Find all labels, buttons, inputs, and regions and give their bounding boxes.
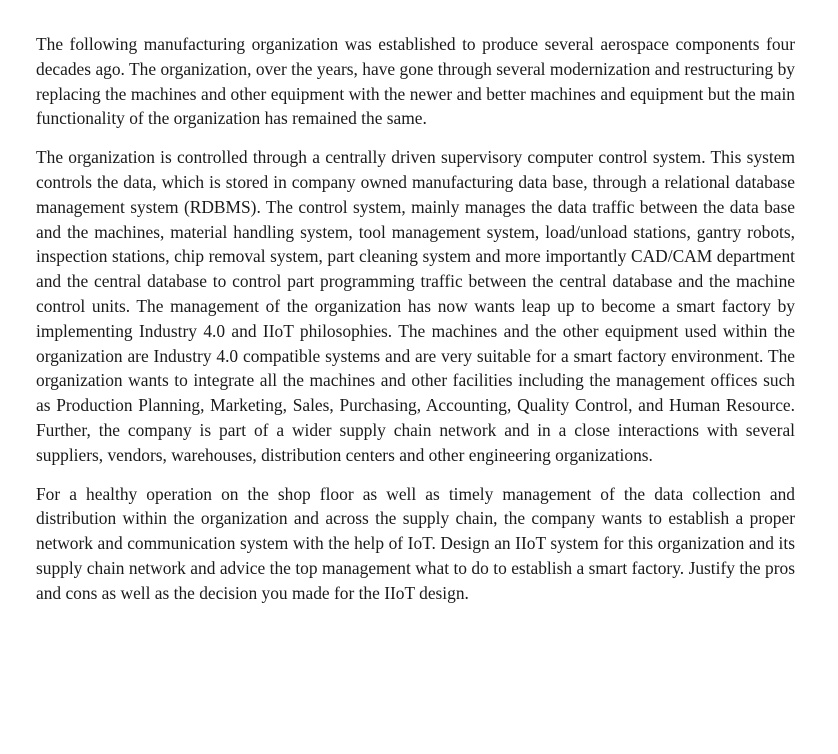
paragraph-organization-history: The following manufacturing organization was established to produce several aerospace components four decades ago. The organization, over the years, have gone through several modernization and restructuring by replacing the machines and other equipment with the newer and better machines and equipment but the main functionality of the organization has remained the same. (36, 34, 795, 129)
document-body (36, 32, 795, 620)
paragraph-control-system: The organization is controlled through a centrally driven supervisory computer control system. This system controls the data, which is stored in company owned manufacturing data base, through a relational database management system (RDBMS). The control system, mainly manages the data traffic between the data base and the machines, material handling system, tool management system, load/unload stations, gantry robots, inspection stations, chip removal system, part cleaning system and more importantly CAD/CAM department and the central database to control part programming traffic between the central database and the machine control units. The management of the organization has now wants leap up to become a smart factory by implementing Industry 4.0 and IIoT philosophies. The machines and the other equipment used within the organization are Industry 4.0 compatible systems and are very suitable for a smart factory environment. The organization wants to integrate all the machines and other facilities including the management offices such as Production Planning, Marketing, Sales, Purchasing, Accounting, Quality Control, and Human Resource. Further, the company is part of a wider supply chain network and in a close interactions with several suppliers, vendors, warehouses, distribution centers and other engineering organizations. (36, 147, 795, 465)
paragraph-iiot-task: For a healthy operation on the shop floor as well as timely management of the data collection and distribution within the organization and across the supply chain, the company wants to establish a proper network and communication system with the help of IoT. Design an IIoT system for this organization and its supply chain network and advice the top management what to do to establish a smart factory. Justify the pros and cons as well as the decision you made for the IIoT design. (36, 483, 795, 603)
